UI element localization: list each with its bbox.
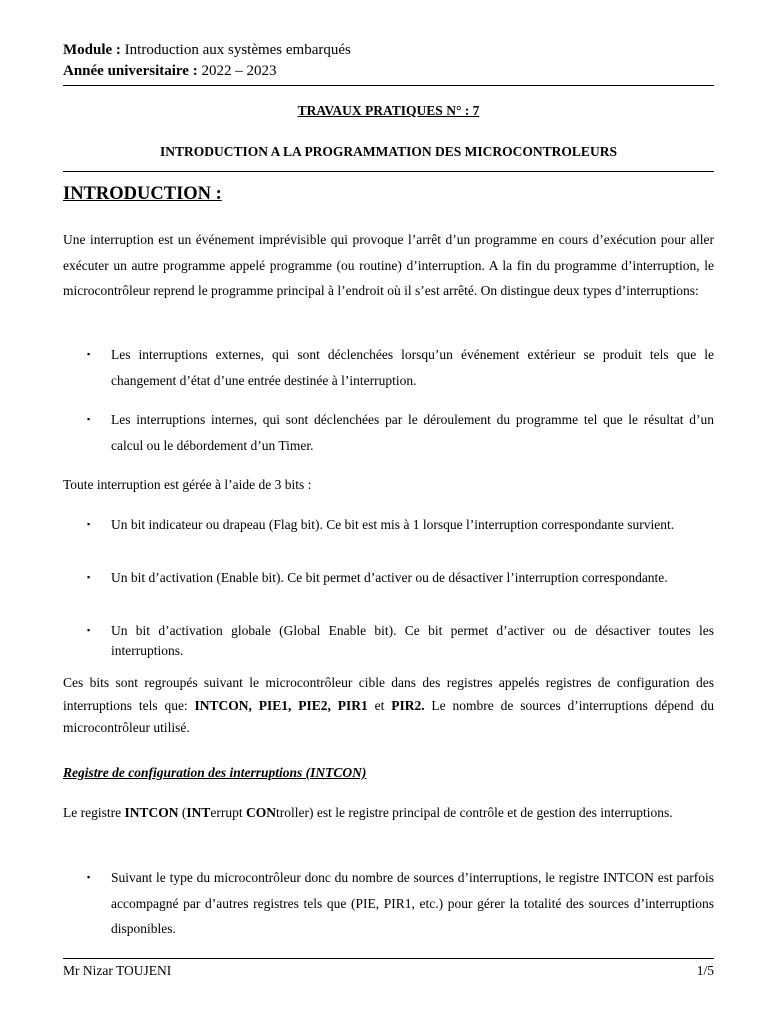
footer-divider <box>63 958 714 959</box>
section-title: INTRODUCTION : <box>63 184 222 204</box>
bullet-icon: ▪ <box>87 414 91 424</box>
bullet-icon: ▪ <box>87 349 91 359</box>
list-item-text: Les interruptions externes, qui sont déclenchées lorsqu’un événement extérieur se produit tels que le changement d’état d’une entrée destinée à l’interruption. <box>111 347 714 388</box>
bullet-icon: ▪ <box>87 625 91 635</box>
register-names: INTCON, PIE1, PIE2, PIR1 <box>194 697 368 713</box>
registers-text-end: Le nombre de sources d’interruptions dépend du microcontrôleur utilisé. <box>63 697 714 735</box>
intcon-errupt: errupt <box>210 805 246 820</box>
registers-text: Ces bits sont regroupés suivant le microcontrôleur cible dans des registres appelés registres de configuration des interruptions tels que: <box>63 675 714 713</box>
bullet-icon: ▪ <box>87 572 91 582</box>
list-item-text: Un bit d’activation (Enable bit). Ce bit permet d’activer ou de désactiver l’interruption correspondante. <box>111 570 668 585</box>
list-item-text: Un bit indicateur ou drapeau (Flag bit). Ce bit est mis à 1 lorsque l’interruption correspondante survient. <box>111 517 675 532</box>
list-item-text: Les interruptions internes, qui sont déclenchées par le déroulement du programme tel que le résultat d’un calcul ou le débordement d’un Timer. <box>111 412 714 453</box>
header-divider <box>63 85 714 86</box>
document-title: INTRODUCTION A LA PROGRAMMATION DES MICROCONTROLEURS <box>160 144 617 159</box>
intcon-text: Le registre <box>63 805 125 820</box>
intcon-paren: ( <box>178 805 187 820</box>
intcon-text-end: troller) est le registre principal de contrôle et de gestion des interruptions. <box>275 805 673 820</box>
page-number: 1/5 <box>696 963 714 978</box>
registers-and: et <box>367 697 392 713</box>
module-label: Module : <box>63 42 121 58</box>
title-divider <box>63 171 714 172</box>
intcon-name: INTCON <box>124 805 179 820</box>
subheading: Registre de configuration des interruptions (INTCON) <box>63 765 367 780</box>
module-line <box>63 40 714 61</box>
list-item-text: Un bit d’activation globale (Global Enable bit). Ce bit permet d’activer ou de désactiver toutes les interruptions. <box>111 623 714 658</box>
intcon-con: CON <box>245 805 276 820</box>
year-line <box>63 61 714 82</box>
tp-title: TRAVAUX PRATIQUES N° : 7 <box>297 103 480 118</box>
page-header <box>63 40 714 82</box>
footer-author: Mr Nizar TOUJENI <box>63 963 172 978</box>
module-value: Introduction aux systèmes embarqués <box>120 42 351 58</box>
year-value: 2022 – 2023 <box>197 63 277 79</box>
year-label: Année universitaire : <box>63 63 198 79</box>
intcon-int: INT <box>186 805 211 820</box>
bullet-icon: ▪ <box>87 872 91 882</box>
document-page <box>63 0 714 1024</box>
list-item-text: Suivant le type du microcontrôleur donc du nombre de sources d’interruptions, le registre INTCON est parfois accompagné par d’autres registres tels que (PIE, PIR1, etc.) pour gérer la totalité des sources d’interruptions disponibles. <box>111 870 714 936</box>
bullet-icon: ▪ <box>87 519 91 529</box>
register-last: PIR2. <box>391 697 425 713</box>
intcon-paragraph <box>63 802 714 825</box>
registers-paragraph <box>63 672 714 740</box>
intro-paragraph: Une interruption est un événement imprévisible qui provoque l’arrêt d’un programme en cours d’exécution pour aller exécuter un autre programme appelé programme (ou routine) d’interruption. A la fin du programme d’interruption, le microcontrôleur reprend le programme principal à l’endroit où il s’est arrêté. On distingue deux types d’interruptions: <box>63 232 714 298</box>
bits-intro: Toute interruption est gérée à l’aide de 3 bits : <box>63 477 312 492</box>
